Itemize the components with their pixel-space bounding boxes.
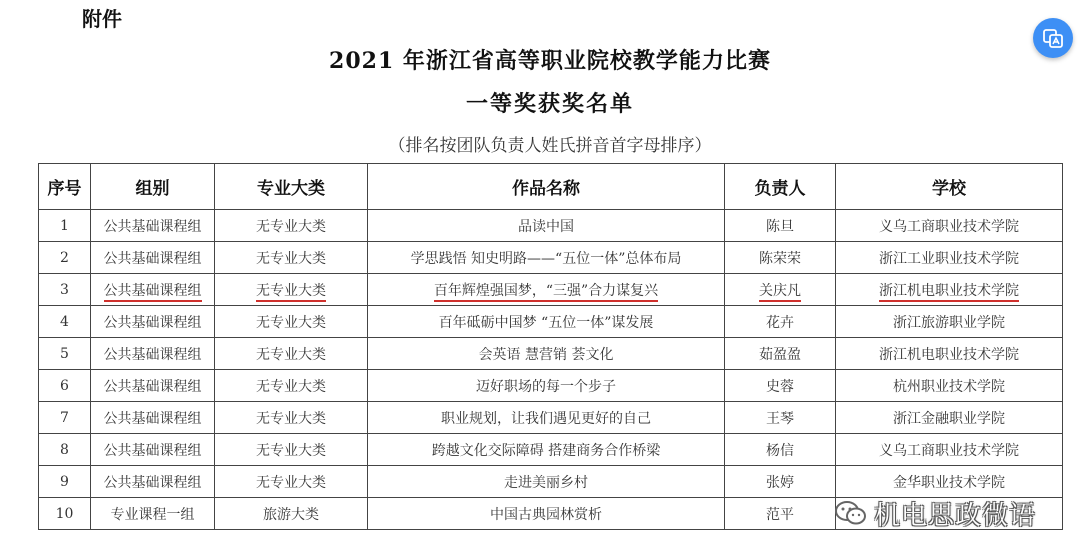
cell-leader: 茹盈盈: [725, 338, 836, 370]
cell-group: 公共基础课程组: [91, 306, 215, 338]
award-table: [38, 163, 1063, 530]
cell-school: [836, 274, 1063, 306]
cell-work: 职业规划，让我们遇见更好的自己: [368, 402, 725, 434]
cell-group: 公共基础课程组: [91, 370, 215, 402]
cell-leader: 花卉: [725, 306, 836, 338]
cell-group: 公共基础课程组: [91, 210, 215, 242]
cell-group: 公共基础课程组: [91, 402, 215, 434]
cell-major: [215, 274, 368, 306]
cell-work: [368, 274, 725, 306]
cell-school: 浙江机电职业技术学院: [836, 338, 1063, 370]
underlined-text: 无专业大类: [256, 283, 326, 302]
cell-work: 迈好职场的每一个步子: [368, 370, 725, 402]
cell-school: 义乌工商职业技术学院: [836, 434, 1063, 466]
table-row: [39, 370, 1063, 402]
cell-school: 浙江工业职业技术学院: [836, 242, 1063, 274]
table-row-highlighted: [39, 274, 1063, 306]
cell-leader: 张婷: [725, 466, 836, 498]
cell-group: 公共基础课程组: [91, 242, 215, 274]
cell-major: 无专业大类: [215, 242, 368, 274]
cell-work: 品读中国: [368, 210, 725, 242]
document-subtitle-title: 一等奖获奖名单: [465, 91, 634, 117]
cell-leader: 王琴: [725, 402, 836, 434]
cell-leader: 陈荣荣: [725, 242, 836, 274]
cell-major: 无专业大类: [215, 210, 368, 242]
cell-work: 跨越文化交际障碍 搭建商务合作桥梁: [368, 434, 725, 466]
cell-index: 10: [39, 498, 91, 530]
cell-work: 百年砥砺中国梦 “五位一体”谋发展: [368, 306, 725, 338]
cell-school: 金华职业技术学院: [836, 466, 1063, 498]
cell-major: 旅游大类: [215, 498, 368, 530]
cell-group: [91, 274, 215, 306]
cell-index: 7: [39, 402, 91, 434]
cell-work: 走进美丽乡村: [368, 466, 725, 498]
cell-group: 公共基础课程组: [91, 338, 215, 370]
cell-index: 3: [39, 274, 91, 306]
cell-index: 1: [39, 210, 91, 242]
table-row: [39, 306, 1063, 338]
watermark: [834, 495, 1036, 534]
cell-group: 公共基础课程组: [91, 466, 215, 498]
header-work: 作品名称: [368, 164, 725, 210]
cell-major: 无专业大类: [215, 370, 368, 402]
table-row: [39, 242, 1063, 274]
underlined-text: 关庆凡: [759, 283, 801, 302]
cell-work: 学思践悟 知史明路——“五位一体”总体布局: [368, 242, 725, 274]
watermark-text: 机电思政微语: [874, 501, 1037, 531]
wechat-icon: [834, 499, 868, 534]
cell-work: 中国古典园林赏析: [368, 498, 725, 530]
header-major: 专业大类: [215, 164, 368, 210]
cell-major: 无专业大类: [215, 466, 368, 498]
table-row: [39, 338, 1063, 370]
cell-major: 无专业大类: [215, 402, 368, 434]
header-group: 组别: [91, 164, 215, 210]
cell-major: 无专业大类: [215, 338, 368, 370]
underlined-text: 百年辉煌强国梦，“三强”合力谋复兴: [434, 283, 658, 302]
cell-index: 6: [39, 370, 91, 402]
cell-leader: [725, 274, 836, 306]
cell-leader: 陈旦: [725, 210, 836, 242]
cell-major: 无专业大类: [215, 434, 368, 466]
cell-school: 义乌工商职业技术学院: [836, 210, 1063, 242]
sort-note: （排名按团队负责人姓氏拼音首字母排序）: [388, 136, 712, 156]
cell-leader: 范平: [725, 498, 836, 530]
underlined-text: 公共基础课程组: [104, 283, 202, 302]
cell-index: 5: [39, 338, 91, 370]
table-row: [39, 210, 1063, 242]
table-row: [39, 466, 1063, 498]
cell-school: 杭州职业技术学院: [836, 370, 1063, 402]
underlined-text: 浙江机电职业技术学院: [879, 283, 1019, 302]
document-title: 2021 年浙江省高等职业院校教学能力比赛: [329, 48, 771, 74]
cell-work: 会英语 慧营销 荟文化: [368, 338, 725, 370]
cell-major: 无专业大类: [215, 306, 368, 338]
cell-school: 浙江旅游职业学院: [836, 306, 1063, 338]
table-header-row: [39, 164, 1063, 210]
cell-school: 浙江金融职业学院: [836, 402, 1063, 434]
cell-group: 专业课程一组: [91, 498, 215, 530]
attachment-label: 附件: [82, 7, 122, 31]
translate-button[interactable]: [1033, 18, 1073, 58]
table-row: [39, 434, 1063, 466]
cell-index: 2: [39, 242, 91, 274]
cell-index: 4: [39, 306, 91, 338]
cell-leader: 杨信: [725, 434, 836, 466]
header-leader: 负责人: [725, 164, 836, 210]
cell-group: 公共基础课程组: [91, 434, 215, 466]
cell-index: 9: [39, 466, 91, 498]
translate-icon: [1042, 27, 1064, 49]
cell-leader: 史蓉: [725, 370, 836, 402]
header-index: 序号: [39, 164, 91, 210]
table-row: [39, 402, 1063, 434]
cell-index: 8: [39, 434, 91, 466]
header-school: 学校: [836, 164, 1063, 210]
